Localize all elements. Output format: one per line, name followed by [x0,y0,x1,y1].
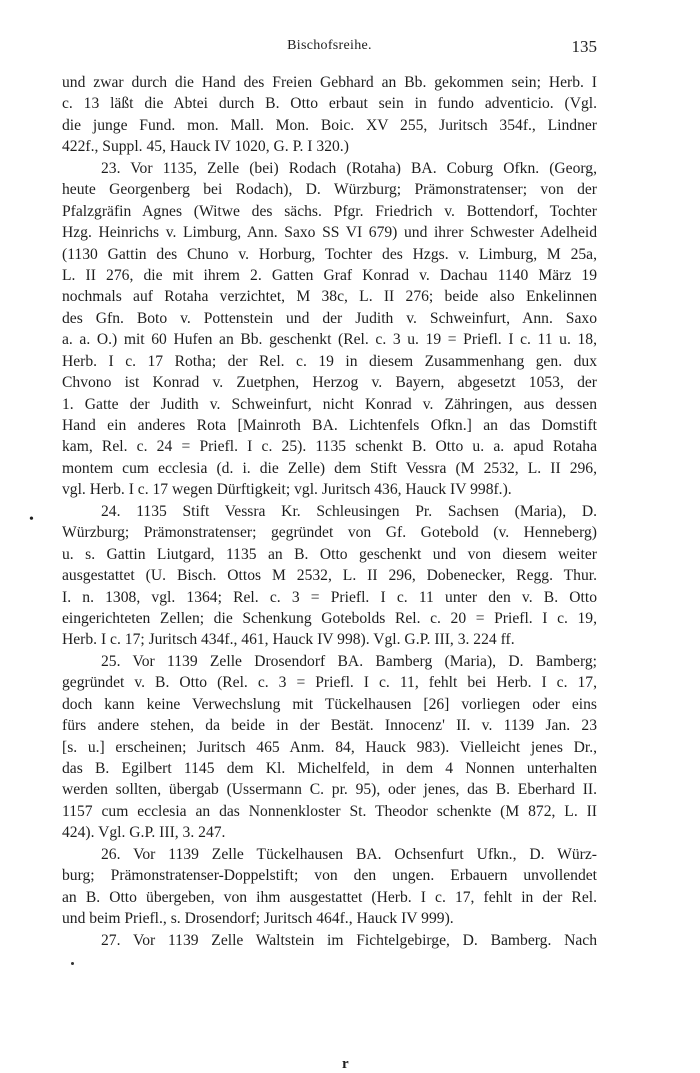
text-line: und beim Priefl., s. Drosendorf; Juritsch 464f., Hauck IV 999). [62,910,454,928]
text-line: an B. Otto übergeben, von ihm ausgestattet (Herb. I c. 17, fehlt in der Rel. [62,888,597,906]
text-line: L. II 276, die mit ihrem 2. Gatten Graf Konrad v. Dachau 1140 März 19 [62,266,597,284]
text-line: des Gfn. Boto v. Pottenstein und der Judith v. Schweinfurt, Ann. Saxo [62,309,597,327]
text-line: nochmals auf Rotaha verzichtet, M 38c, L. II 276; beide also Enkelinnen [62,288,597,306]
text-line: Herb. I c. 17; Juritsch 434f., 461, Hauck IV 998). Vgl. G.P. III, 3. 224 ff. [62,631,515,649]
text-line: Herb. I c. 17 Rotha; der Rel. c. 19 in diesem Zusammenhang gen. dux [62,352,597,370]
entry-26-start: 26. Vor 1139 Zelle Tückelhausen BA. Ochsenfurt Ufkn., D. Würz- [101,845,597,863]
text-line: 424). Vgl. G.P. III, 3. 247. [62,824,226,842]
text-line: Würzburg; Prämonstratenser; gegründet von Gf. Gotebold (v. Henneberg) [62,524,597,542]
text-line: [s. u.] erscheinen; Juritsch 465 Anm. 84, Hauck 983). Vielleicht jenes Dr., [62,738,597,756]
text-line: das B. Egilbert 1145 dem Kl. Michelfeld, in dem 4 Nonnen unterhalten [62,760,597,777]
text-line: a. a. O.) mit 60 Hufen an Bb. geschenkt (Rel. c. 3 u. 19 = Priefl. I c. 11 u. 18, [62,331,597,349]
text-line: Chvono ist Konrad v. Zuetphen, Herzog v. Bayern, abgesetzt 1053, der [62,374,597,392]
page-number: 135 [571,37,597,56]
text-line: heute Georgenberg bei Rodach), D. Würzburg; Prämonstratenser; von der [62,181,597,199]
page-header [62,38,597,58]
margin-bullet: • [29,512,34,527]
entry-23-start: 23. Vor 1135, Zelle (bei) Rodach (Rotaha) BA. Coburg Ofkn. (Georg, [101,159,597,177]
text-line: c. 13 läßt die Abtei durch B. Otto erbaut sein in fundo adventicio. (Vgl. [62,95,597,113]
text-line: gegründet v. B. Otto (Rel. c. 3 = Priefl. I c. 11, fehlt bei Herb. I c. 17, [62,674,597,692]
stray-dot [71,962,74,965]
text-line: und zwar durch die Hand des Freien Gebhard an Bb. gekommen sein; Herb. I [62,74,597,91]
text-line: werden sollten, übergab (Ussermann C. pr. 95), oder jenes, das B. Eberhard II. [62,781,597,799]
body-text [62,72,597,951]
text-line: montem cum ecclesia (d. i. die Zelle) dem Stift Vessra (M 2532, L. II 296, [62,459,597,477]
text-line: Pfalzgräfin Agnes (Witwe des sächs. Pfgr. Friedrich v. Bottendorf, Tochter [62,202,597,220]
entry-24-start: 24. 1135 Stift Vessra Kr. Schleusingen Pr. Sachsen (Maria), D. [101,502,597,520]
text-line: fürs andere stehen, da beide in der Bestät. Innocenz' II. v. 1139 Jan. 23 [62,717,597,735]
text-line: Hzg. Heinrichs v. Limburg, Ann. Saxo SS VI 679) und ihrer Schwester Adelheid [62,224,597,242]
text-line: burg; Prämonstratenser-Doppelstift; von den ungen. Erbauern unvollendet [62,867,597,885]
bottom-mark: r [342,1056,349,1072]
text-line: kam, Rel. c. 24 = Priefl. I c. 25). 1135 schenkt B. Otto u. a. apud Rotaha [62,438,597,456]
entry-27-start: 27. Vor 1139 Zelle Waltstein im Fichtelgebirge, D. Bamberg. Nach [101,931,597,949]
text-line: die junge Fund. mon. Mall. Mon. Boic. XV 255, Juritsch 354f., Lindner [62,116,597,134]
entry-25-start: 25. Vor 1139 Zelle Drosendorf BA. Bamberg (Maria), D. Bamberg; [101,652,597,670]
text-line: doch kann keine Verwechslung mit Tückelhausen [26] vorliegen oder eins [62,695,597,713]
running-head: Bischofsreihe. [287,38,372,53]
text-line: (1130 Gattin des Chuno v. Horburg, Tochter des Hzgs. v. Limburg, M 25a, [62,245,597,263]
text-line: I. n. 1308, vgl. 1364; Rel. c. 3 = Priefl. I c. 11 unter den v. B. Otto [62,588,597,606]
text-line: 1157 cum ecclesia an das Nonnenkloster St. Theodor schenkte (M 872, L. II [62,802,597,820]
text-line: ausgestattet (U. Bisch. Ottos M 2532, L. II 296, Dobenecker, Regg. Thur. [62,567,597,585]
text-line: vgl. Herb. I c. 17 wegen Dürftigkeit; vgl. Juritsch 436, Hauck IV 998f.). [62,481,512,499]
text-line: 1. Gatte der Judith v. Schweinfurt, nicht Konrad v. Zähringen, aus dessen [62,395,597,413]
text-line: u. s. Gattin Liutgard, 1135 an B. Otto geschenkt und von diesem weiter [62,545,597,563]
text-line: eingerichteten Zellen; die Schenkung Gotebolds Rel. c. 20 = Priefl. I c. 19, [62,609,597,627]
text-line: Hand ein anderes Rota [Mainroth BA. Lichtenfels Ofkn.] an das Domstift [62,417,597,434]
text-line: 422f., Suppl. 45, Hauck IV 1020, G. P. I 320.) [62,138,349,156]
